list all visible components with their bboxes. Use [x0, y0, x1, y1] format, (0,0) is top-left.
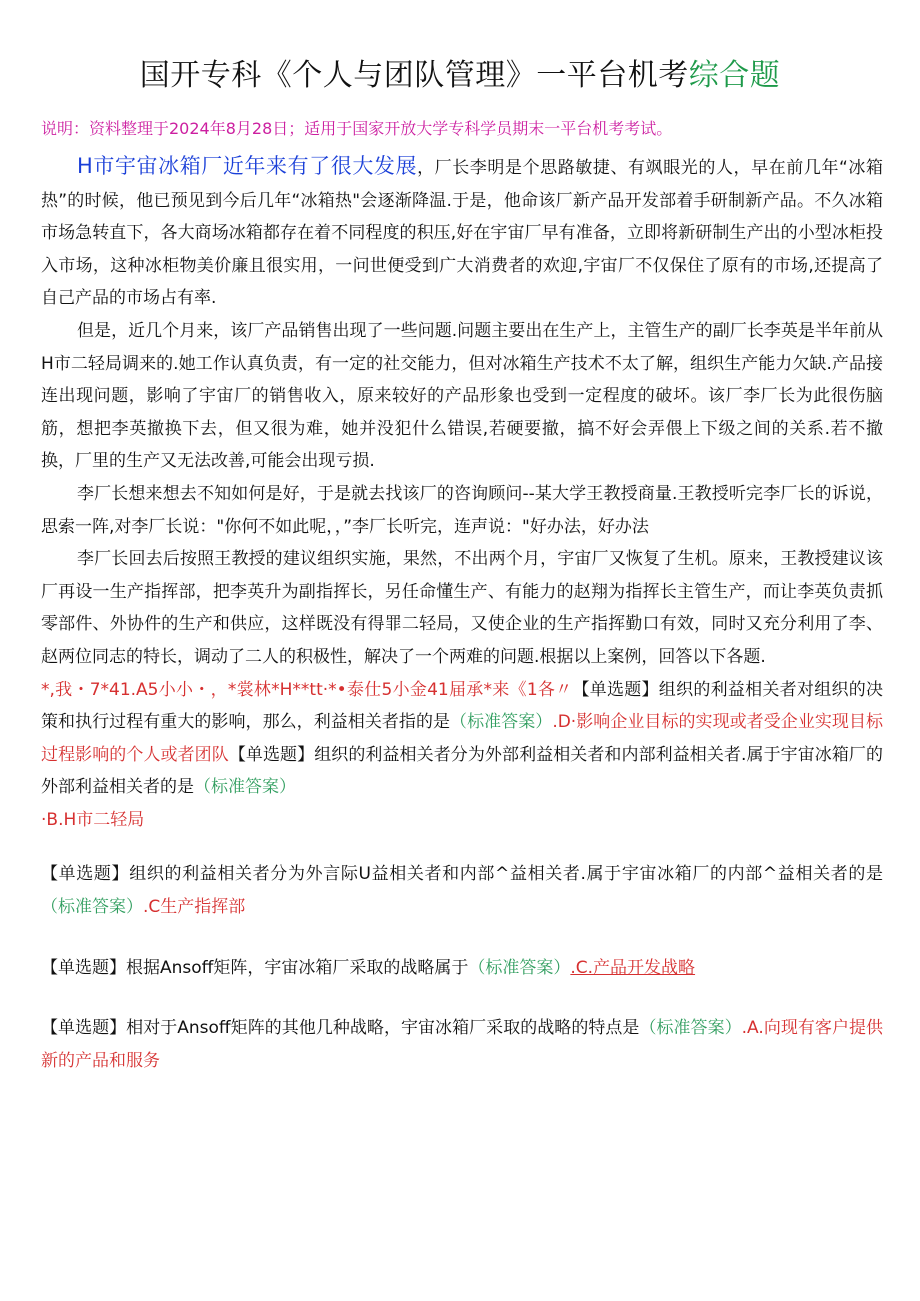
case-lead: H市宇宙冰箱厂近年来有了很大发展 [77, 154, 418, 178]
case-paragraph-1 [41, 150, 883, 315]
case-paragraph-1-text: ，厂长李明是个思路敏捷、有飒眼光的人，早在前几年“冰箱热”的时候，他已预见到今后几年“冰箱热"会逐渐降温.于是，他命该厂新产品开发部着手研制新产品。不久冰箱市场急转直下，各大商场冰箱都存在着不同程度的积压,好在宇宙厂早有准备，立即将新研制生产出的小型冰柜投入市场，这种冰柜物美价廉且很实用，一问世便受到广大消费者的欢迎,宇宙厂不仅保住了原有的市场,还提高了自己产品的市场占有率. [41, 158, 883, 309]
document-body [41, 150, 883, 1077]
question-2-answer-label: （标准答案） [194, 777, 296, 798]
question-4-tag: 【单选题】 [41, 957, 126, 978]
question-group-1 [41, 674, 883, 837]
document-note: 说明：资料整理于2024年8月28日；适用于国家开放大学专科学员期末一平台机考考试。 [41, 119, 673, 138]
question-1-tag: 【单选题】 [572, 679, 659, 700]
title-main: 国开专科《个人与团队管理》一平台机考 [139, 58, 689, 93]
question-2-stem: 组织的利益相关者分为外部利益相关者和内部利益相关者.属于宇宙冰箱厂的外部利益相关者的是 [41, 744, 884, 798]
case-paragraph-3: 李厂长想来想去不知如何是好，于是就去找该厂的咨询顾问--某大学王教授商量.王教授听完李厂长的诉说，思索一阵,对李厂长说："你何不如此呢，，”李厂长听完，连声说："好办法，好办法 [41, 483, 883, 537]
question-4-answer: .C.产品开发战略 [570, 957, 696, 978]
question-3-answer-label: （标准答案） [41, 897, 143, 918]
question-5-answer: .A.向现有客户提供新的产品和服务 [41, 1018, 884, 1071]
question-2-answer: ·B.H市二轻局 [41, 809, 145, 830]
question-5-stem: 相对于Ansoff矩阵的其他几种战略，宇宙冰箱厂采取的战略的特点是 [126, 1018, 640, 1039]
question-3-answer: .C生产指挥部 [143, 897, 246, 918]
question-3 [41, 858, 883, 923]
question-4 [41, 952, 883, 985]
question-5-tag: 【单选题】 [41, 1018, 127, 1039]
document-title [0, 56, 920, 96]
question-3-stem: 组织的利益相关者分为外言际U益相关者和内部^益相关者.属于宇宙冰箱厂的内部^益相关者的是 [129, 864, 883, 885]
case-paragraph-4: 李厂长回去后按照王教授的建议组织实施，果然，不出两个月，宇宙厂又恢复了生机。原来，王教授建议该厂再设一生产指挥部，把李英升为副指挥长，另任命懂生产、有能力的赵翔为指挥长主管生产，而让李英负责抓零部件、外协件的生产和供应，这样既没有得罪二轻局，又使企业的生产指挥勤口有效，同时又充分利用了李、赵两位同志的特长，调动了二人的积极性，解决了一个两难的问题.根据以上案例，回答以下各题. [41, 549, 883, 667]
spacer [41, 924, 883, 952]
question-1-answer-label: （标准答案） [450, 712, 553, 733]
question-1-answer: .D·影响企业目标的实现或者受企业实现目标过程影响的个人或者团队 [41, 712, 883, 765]
question-2-tag: 【单选题】 [228, 744, 315, 765]
title-highlight: 综合题 [688, 58, 781, 93]
question-5 [41, 1012, 883, 1077]
case-paragraph-2: 但是，近几个月来，该厂产品销售出现了一些问题.问题主要出在生产上，主管生产的副厂长李英是半年前从H市二轻局调来的.她工作认真负责，有一定的社交能力，但对冰箱生产技术不太了解，组织生产能力欠缺.产品接连出现问题，影响了宇宙厂的销售收入，原来较好的产品形象也受到一定程度的破坏。该厂李厂长为此很伤脑筋，想把李英撤换下去，但又很为难，她并没犯什么错误,若硬要撤，搞不好会弄偎上下级之间的关系.若不撤换，厂里的生产又无法改善,可能会出现亏损. [41, 320, 883, 472]
question-3-tag: 【单选题】 [41, 864, 130, 885]
garbled-text: *,我・7*41.A5小小・，*裳林*H**tt·*•泰仕5小金41届承*来《1各〃 [41, 679, 573, 700]
question-1-stem: 组织的利益相关者对组织的决策和执行过程有重大的影响，那么，利益相关者指的是 [41, 679, 884, 733]
question-5-answer-label: （标准答案） [639, 1018, 742, 1039]
question-4-stem: 根据Ansoff矩阵，宇宙冰箱厂采取的战略属于 [126, 957, 469, 978]
spacer [41, 836, 883, 858]
spacer [41, 984, 883, 1012]
question-4-answer-label: （标准答案） [468, 957, 571, 978]
